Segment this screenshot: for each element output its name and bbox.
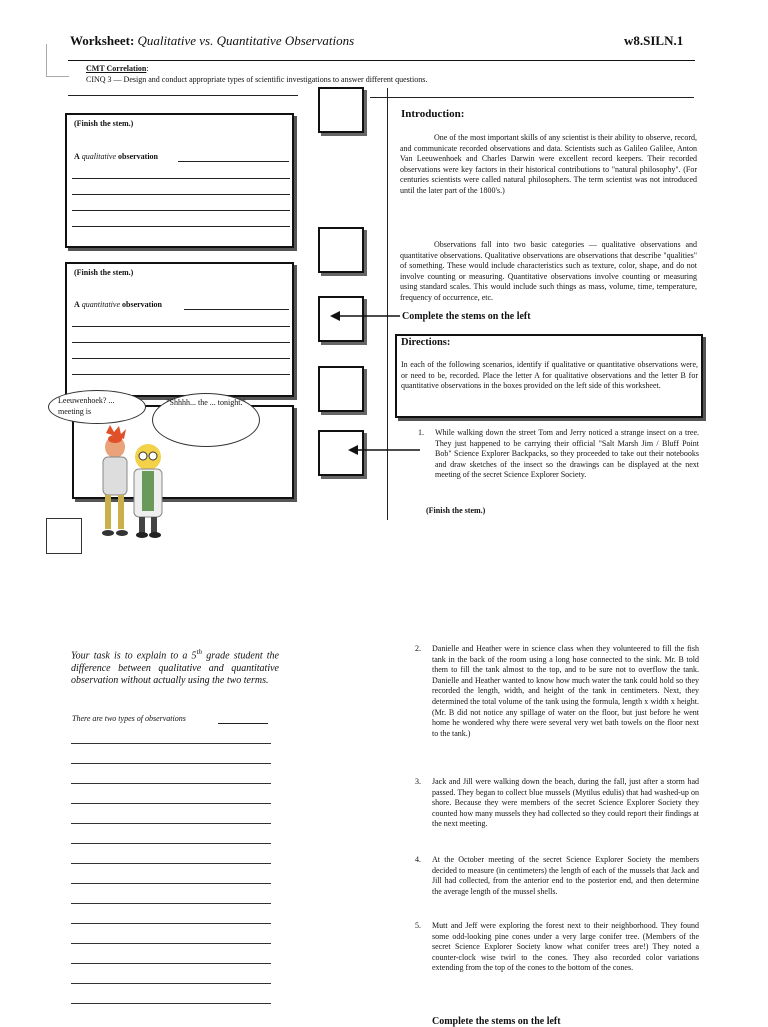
arrow-left-icon (330, 309, 400, 323)
bunsen-figure (134, 444, 162, 538)
finish-stem-bottom: (Finish the stem.) (426, 506, 486, 515)
scenario-text: Mutt and Jeff were exploring the forest next to their neighborhood. They found some odd-looking pine cones under a very large conifer tree. (Members of the secret Science Explorer Society know what conifer trees are!) They noted a counter-clock wise twirl to the cones. They also recorded color variations extending from the top of the cones to the bottom of the cones. (432, 921, 699, 973)
bubble-left-text: Leeuwenhoek? ... meeting is (58, 396, 115, 416)
task-sup: th (196, 648, 203, 656)
task-text (71, 646, 279, 688)
task-text-b: grade student the difference between qualitative and quantitative observation without actually using the two terms. (71, 650, 279, 687)
answer-line[interactable] (72, 194, 290, 195)
intro-p1: One of the most important skills of any scientist is their ability to observe, record, and communicate recorded observations and data. Scientists such as Galileo Galilee, Anton Van Leeuwenhoek and Charles Darwin were excellent record keepers. Their recorded observations were key factors in their historical contributions to "natural philosophy". (For centuries scientists were called natural philosophers. The term scientist was not introduced until the later part of the 1800's.) (400, 133, 697, 195)
intro-p2: Observations fall into two basic categories — qualitative observations and quantitative observations. Qualitative observations are observations that describe "qualities" of something. These would include characteristics such as texture, color, shape, and do not involve counting or measuring. Quantitative observations involve counting or measuring using standard scales. This would include such things as mass, volume, time, temperature, frequency of occurrence, etc. (400, 240, 697, 302)
arrow-left-icon-2 (348, 443, 420, 457)
task-text-a: Your task is to explain to a 5 (71, 650, 197, 662)
answer-box-4[interactable] (318, 366, 364, 412)
answer-line[interactable] (71, 1003, 271, 1004)
answer-line[interactable] (71, 803, 271, 804)
answer-line[interactable] (71, 843, 271, 844)
answer-line[interactable] (72, 226, 290, 227)
answer-line[interactable] (71, 983, 271, 984)
answer-line[interactable] (72, 210, 290, 211)
scenario-text: While walking down the street Tom and Jerry noticed a strange insect on a tree. They just happened to be carrying their official "Salt Marsh Jim / Bluff Point Bob" Science Explorer Backpacks, so they proceeded to take out their notebooks and draw sketches of the insect so the drawings can be displayed at the next meeting of the secret Science Explorer Society. (435, 428, 699, 480)
scenario-number: 2. (415, 644, 421, 653)
corner-square (46, 518, 82, 554)
answer-line[interactable] (71, 943, 271, 944)
header-rule (68, 60, 695, 61)
worksheet-header (70, 33, 354, 49)
answer-line[interactable] (184, 309, 289, 310)
worksheet-code: w8.SILN.1 (624, 33, 684, 48)
stem2-word: quantitative (81, 300, 120, 309)
beaker-figure (102, 425, 128, 536)
answer-line[interactable] (71, 823, 271, 824)
scenario-text: Jack and Jill were walking down the beach, during the fall, just after a storm had passed. They began to collect blue mussels (Mytilus edulis) that had washed-up on shore. Because they were members of the secret Science Explorer Society they counted how many mussels they had collected so they could report their findings at the next meeting. (432, 777, 699, 829)
answer-line[interactable] (71, 963, 271, 964)
answer-line[interactable] (72, 342, 290, 343)
answer-line[interactable] (72, 374, 290, 375)
answer-line[interactable] (72, 178, 290, 179)
cmt-label: CMT Correlation (86, 64, 147, 73)
scenario-5 (415, 921, 699, 991)
scenario-2 (415, 644, 699, 769)
answer-box-1[interactable] (318, 87, 364, 133)
answer-line[interactable] (71, 863, 271, 864)
answer-line[interactable] (71, 923, 271, 924)
two-types-label: There are two types of observations (72, 714, 186, 723)
stem1-suffix: observation (118, 152, 158, 161)
answer-box-2[interactable] (318, 227, 364, 273)
corner-mark (46, 44, 69, 77)
scenario-number: 5. (415, 921, 421, 930)
stem-box-quantitative (65, 262, 294, 397)
answer-line[interactable] (178, 161, 289, 162)
worksheet-label: Worksheet: (70, 33, 135, 48)
answer-line[interactable] (71, 883, 271, 884)
section-rule-right (370, 97, 694, 98)
scenario-number: 4. (415, 855, 421, 864)
answer-line[interactable] (71, 763, 271, 764)
stem1-text (74, 152, 158, 163)
bubble-right-text: "Shhhh... the ... tonight." (166, 398, 246, 407)
stem1-word: qualitative (81, 152, 116, 161)
scenario-4 (415, 855, 699, 915)
bottom-complete-stems: Complete the stems on the left (432, 1016, 561, 1027)
answer-line[interactable] (71, 783, 271, 784)
directions-title: Directions: (401, 337, 451, 348)
scenario-text: At the October meeting of the secret Science Explorer Society the members decided to measure (in centimeters) the length of each of the mussels that Jack and Jill had collected, from the anterior end to the posterior end, and then determine the average length of the mussel shells. (432, 855, 699, 896)
directions-text: In each of the following scenarios, identify if qualitative or quantitative observations were, or need to be, recorded. Place the letter A for qualitative observations and the letter B for quantitative observations in the boxes provided on the left side of this worksheet. (401, 360, 698, 391)
scenario-number: 3. (415, 777, 421, 786)
complete-stems-label: Complete the stems on the left (402, 311, 531, 322)
cmt-text: CINQ 3 — Design and conduct appropriate types of scientific investigations to answer different questions. (86, 74, 428, 84)
stem2-text (74, 300, 162, 311)
section-rule (68, 95, 298, 96)
stem2-prefix: A (74, 300, 80, 309)
answer-line[interactable] (218, 723, 268, 724)
stem-box-qualitative (65, 113, 294, 248)
stem1-finish: (Finish the stem.) (74, 119, 134, 128)
cmt-block: CMT Correlation: CINQ 3 — Design and conduct appropriate types of scientific investigations to answer different questions. (86, 64, 428, 84)
answer-line[interactable] (71, 903, 271, 904)
scientist-characters-image (86, 425, 178, 541)
answer-line[interactable] (71, 743, 271, 744)
stem1-prefix: A (74, 152, 80, 161)
stem2-suffix: observation (122, 300, 162, 309)
answer-line[interactable] (72, 358, 290, 359)
scenario-1 (418, 428, 699, 498)
answer-line[interactable] (72, 326, 290, 327)
worksheet-title: Qualitative vs. Quantitative Observations (137, 33, 355, 48)
scenario-3 (415, 777, 699, 847)
scenario-number: 1. (418, 428, 424, 437)
intro-title: Introduction: (401, 108, 465, 120)
stem2-finish: (Finish the stem.) (74, 268, 134, 277)
scenario-text: Danielle and Heather were in science class when they volunteered to fill the fish tank in the back of the room using a long hose connected to the sink. Mr. B told them to fill the tank almost to the top, and to be sure not to overflow the tank. Danielle and Heather wanted to know how much water the tank could hold so they recorded the length, width, and height of the tank in centimeters. Next, they determined the total volume of the tank using the formula, length x width x height. (Mr. B did not notice any spillage of water on the floor, but just before he went home he wondered why there were several very wet bath towels on the floor next to the tank.) (432, 644, 699, 738)
